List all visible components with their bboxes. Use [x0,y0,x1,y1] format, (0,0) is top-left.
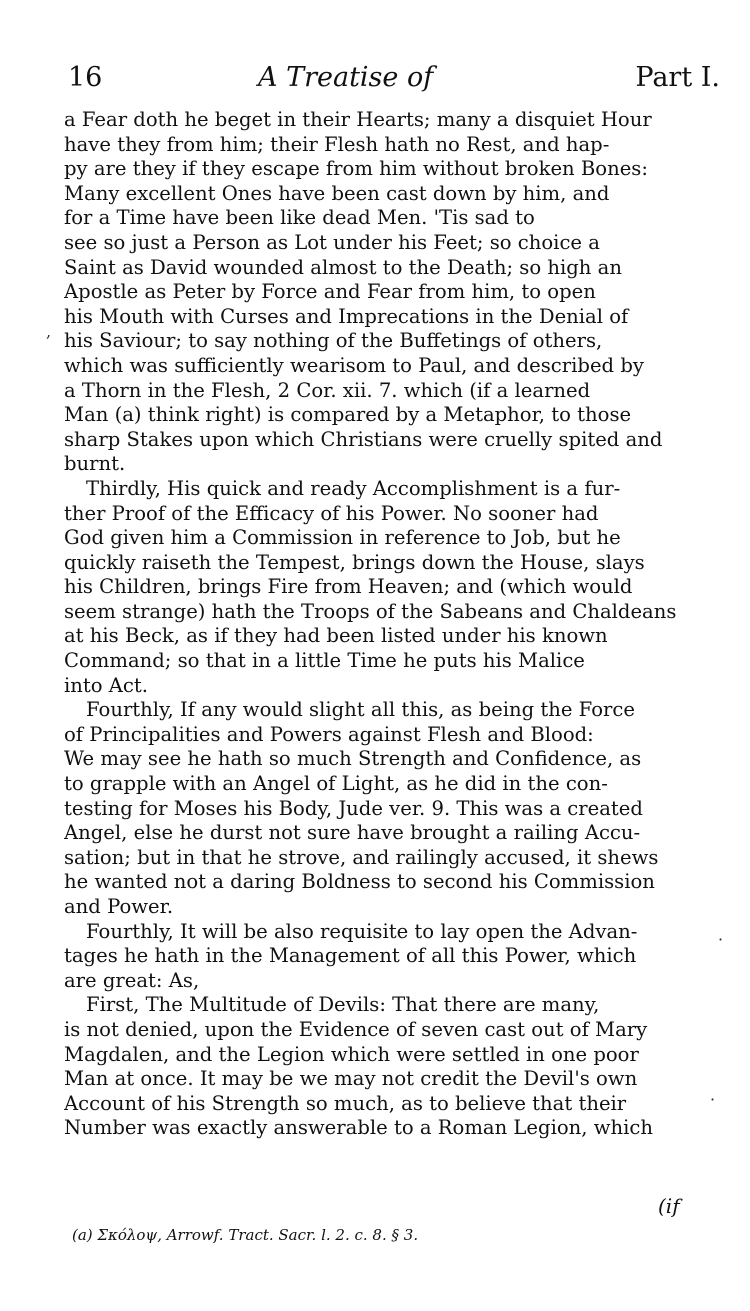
page-number: 16 [68,62,103,93]
text-line: Man at once. It may be we may not credit the Devil's own [64,1067,638,1091]
catchword: (if [658,1194,680,1218]
text-line: are great: As, [64,968,200,992]
text-line: his Mouth with Curses and Imprecations in the Denial of [64,304,629,328]
text-line: his Children, brings Fire from Heaven; and (which would [64,575,633,599]
text-line: see so just a Person as Lot under his Feet; so choice a [64,230,600,254]
text-line: have they from him; their Flesh hath no Rest, and hap- [64,132,610,156]
running-title-text: A Treatise of [258,62,434,93]
paragraph-start-thirdly: Thirdly, His quick and ready Accomplishment is a fur- [86,476,621,500]
text-line: a Fear doth he beget in their Hearts; many a disquiet Hour [64,108,652,131]
text-line: his Saviour; to say nothing of the Buffetings of others, [64,329,603,353]
text-line: Saint as David wounded almost to the Death; so high an [64,255,622,279]
text-line: sation; but in that he strove, and railingly accused, it shews [64,845,659,869]
body-text [64,108,716,1141]
text-line: testing for Moses his Body, Jude ver. 9. This was a created [64,796,643,820]
text-line: Account of his Strength so much, as to believe that their [64,1091,627,1115]
text-line: for a Time have been like dead Men. 'Tis sad to [64,206,535,230]
text-line: and Power. [64,895,174,918]
part-label: Part I. [635,62,720,93]
text-line: which was sufficiently wearisom to Paul, and described by [64,353,644,377]
margin-mark: · [710,1090,716,1109]
text-line: Many excellent Ones have been cast down by him, and [64,181,610,205]
text-line: a Thorn in the Flesh, 2 Cor. xii. 7. which (if a learned [64,378,591,402]
paragraph-start-fourthly-2: Fourthly, It will be also requisite to lay open the Advan- [86,919,638,943]
text-line: We may see he hath so much Strength and Confidence, as [64,747,642,771]
text-line: py are they if they escape from him without broken Bones: [64,157,648,181]
text-line: Command; so that in a little Time he puts his Malice [64,649,585,673]
text-line: Apostle as Peter by Force and Fear from him, to open [64,280,596,304]
text-line: sharp Stakes upon which Christians were cruelly spited and [64,427,663,451]
text-line: into Act. [64,673,149,697]
text-line: burnt. [64,452,126,476]
margin-mark: , [46,322,52,341]
text-line: seem strange) hath the Troops of the Sabeans and Chaldeans [64,599,677,623]
text-line: God given him a Commission in reference to Job, but he [64,526,621,550]
text-line: of Principalities and Powers against Flesh and Blood: [64,722,594,746]
paragraph-start-first: First, The Multitude of Devils: That there are many, [86,993,600,1017]
text-line: quickly raiseth the Tempest, brings down the House, slays [64,550,645,574]
text-line: Man (a) think right) is compared by a Metaphor, to those [64,403,632,427]
margin-mark: · [718,930,724,949]
running-header [68,62,720,106]
text-line: Angel, else he durst not sure have brought a railing Accu- [64,821,641,845]
text-line: Magdalen, and the Legion which were settled in one poor [64,1042,639,1066]
text-line: Number was exactly answerable to a Roman Legion, which [64,1116,653,1140]
text-line: at his Beck, as if they had been listed under his known [64,624,608,648]
text-line: to grapple with an Angel of Light, as he did in the con- [64,772,608,796]
text-line: he wanted not a daring Boldness to second his Commission [64,870,655,894]
text-line: ther Proof of the Efficacy of his Power. No sooner had [64,501,599,525]
footnote: (a) Σκόλοψ, Arrowf. Tract. Sacr. l. 2. c. 8. § 3. [72,1226,419,1244]
text-line: is not denied, upon the Evidence of seven cast out of Mary [64,1017,648,1041]
text-line: tages he hath in the Management of all this Power, which [64,944,637,968]
running-title [258,62,433,93]
paragraph-start-fourthly: Fourthly, If any would slight all this, as being the Force [86,698,635,722]
